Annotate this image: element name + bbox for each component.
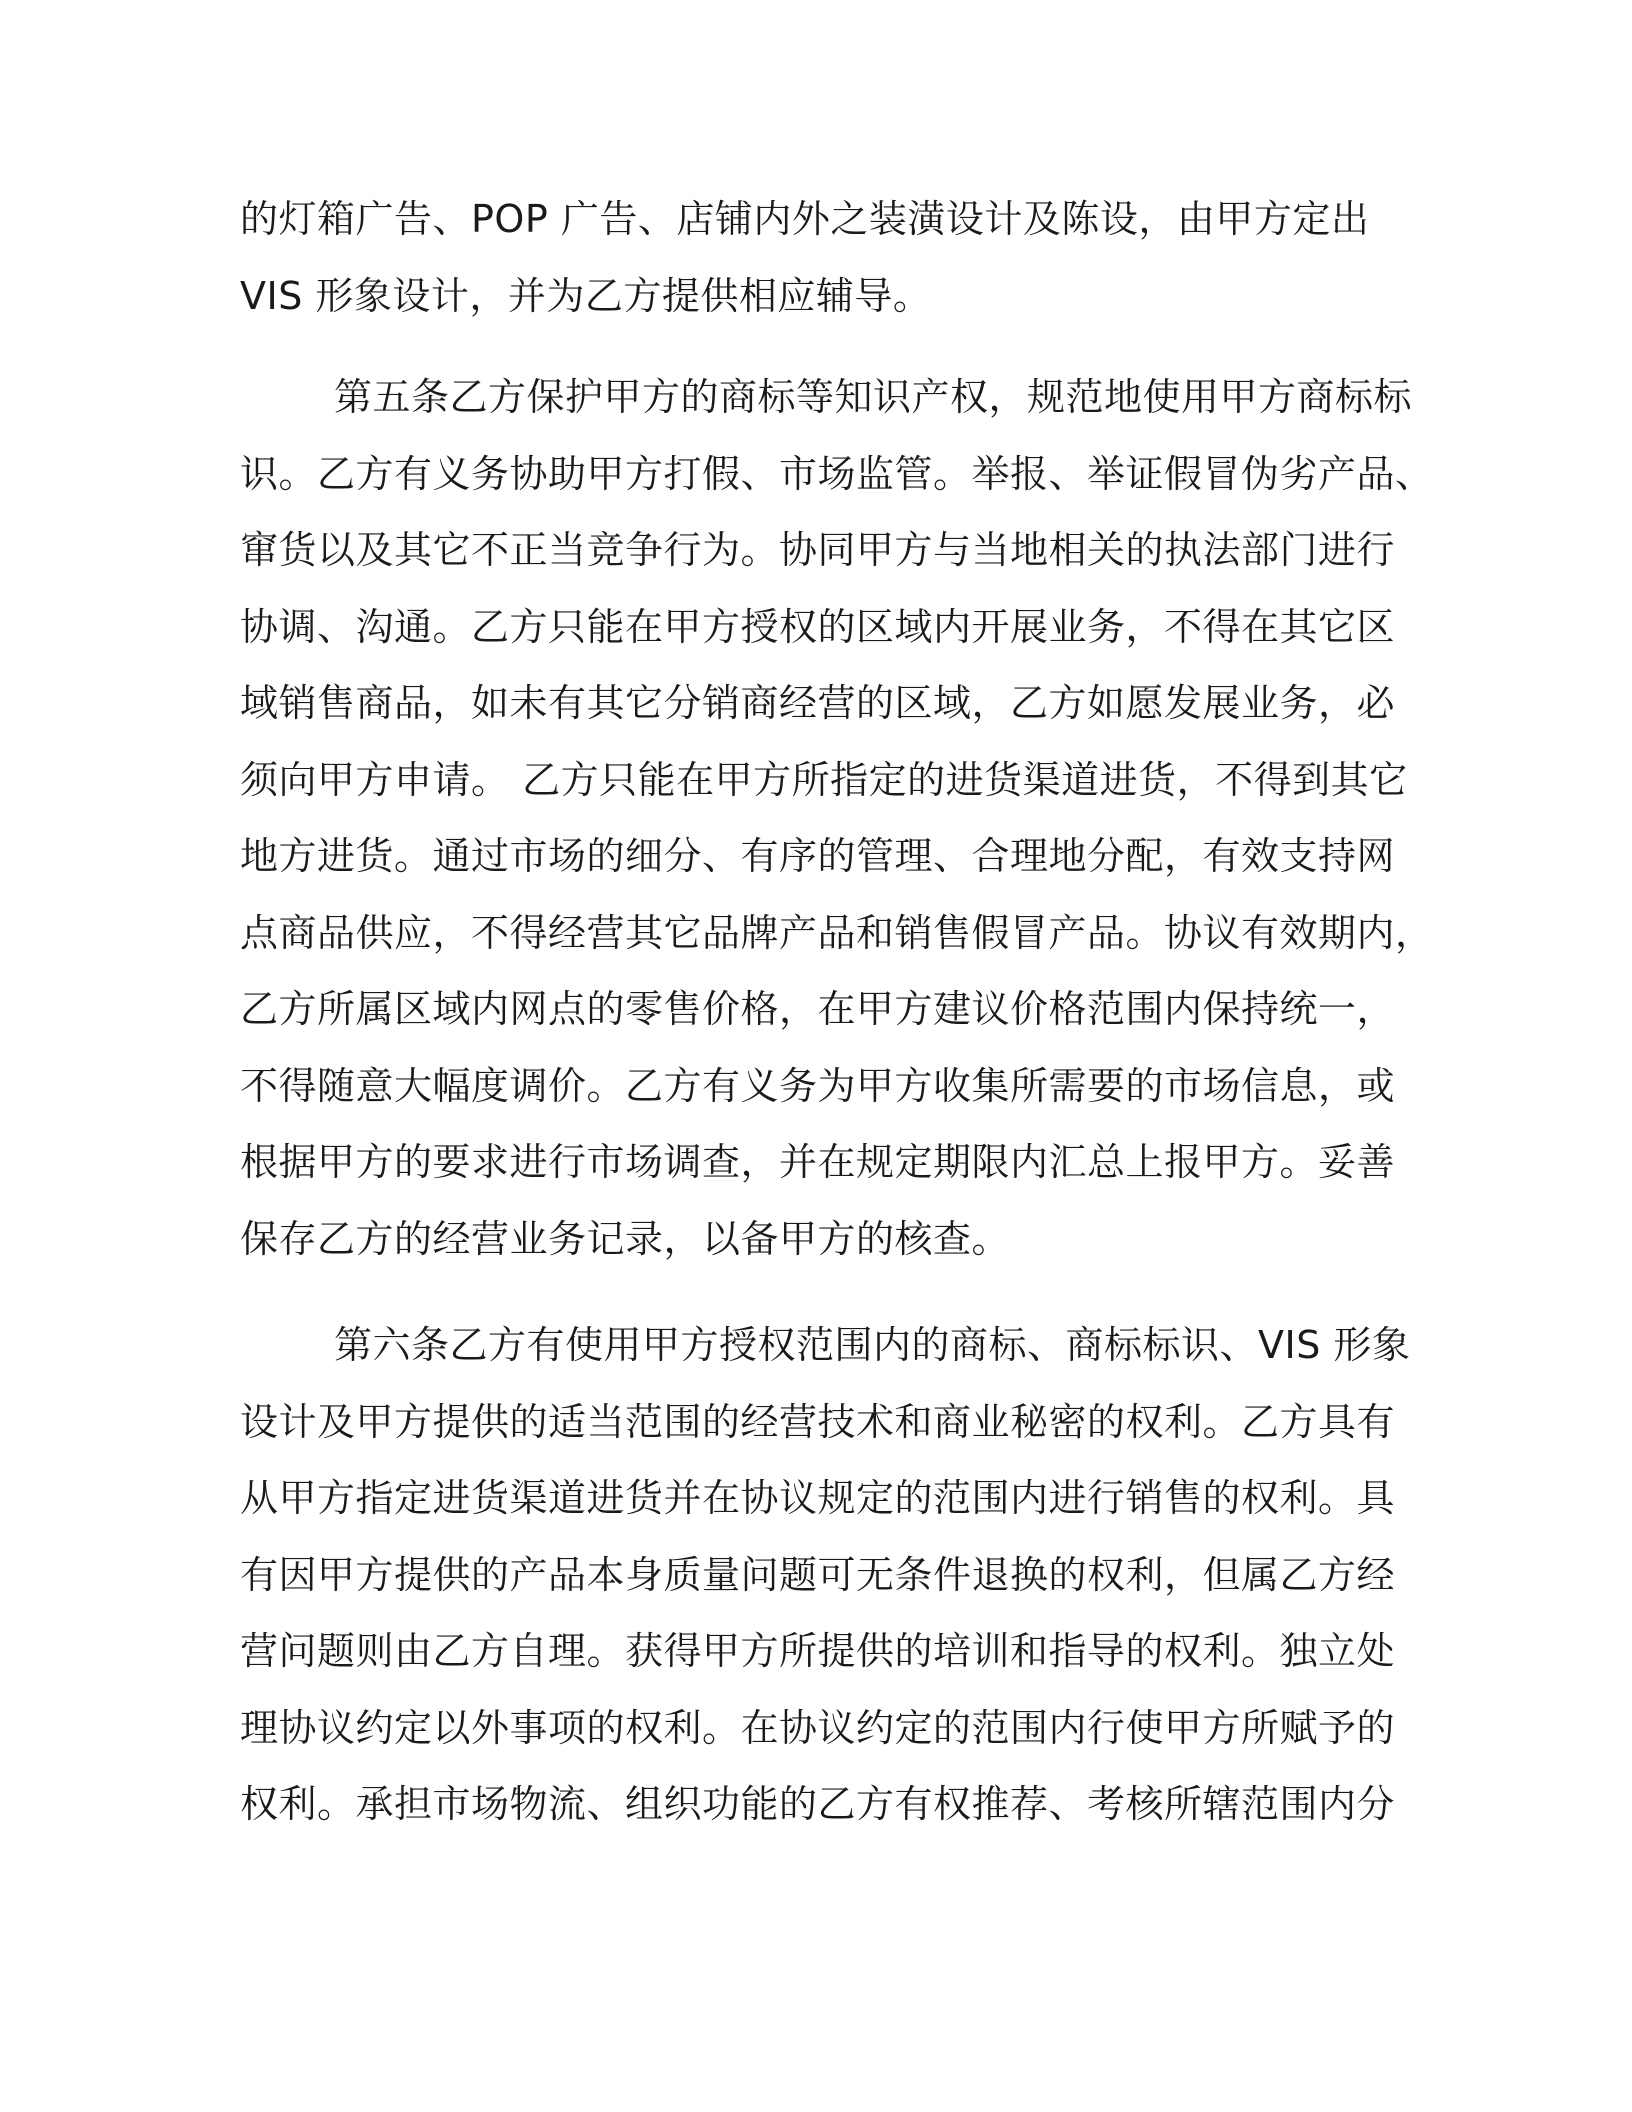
text-line: 第五条乙方保护甲方的商标等知识产权，规范地使用甲方商标标: [334, 375, 1413, 419]
text-line: 理协议约定以外事项的权利。在协议约定的范围内行使甲方所赋予的: [240, 1705, 1396, 1750]
text-line: 不得随意大幅度调价。乙方有义务为甲方收集所需要的市场信息，或: [240, 1063, 1396, 1108]
text-line: 营问题则由乙方自理。获得甲方所提供的培训和指导的权利。独立处: [240, 1629, 1396, 1673]
paragraph-continuation: [240, 181, 1385, 334]
paragraph-article-6: [240, 1307, 1411, 1843]
text-line: VIS 形象设计，并为乙方提供相应辅导。: [240, 273, 932, 318]
text-line: 乙方所属区域内网点的零售价格，在甲方建议价格范围内保持统一，: [240, 987, 1396, 1031]
text-line: 根据甲方的要求进行市场调查，并在规定期限内汇总上报甲方。妥善: [240, 1140, 1396, 1184]
paragraph-article-5: [240, 359, 1434, 1277]
text-line: 点商品供应，不得经营其它品牌产品和销售假冒产品。协议有效期内，: [240, 910, 1434, 955]
text-line: 窜货以及其它不正当竞争行为。协同甲方与当地相关的执法部门进行: [240, 528, 1396, 572]
text-line: 的灯箱广告、POP 广告、店铺内外之装潢设计及陈设，由甲方定出: [240, 197, 1370, 241]
text-line: 有因甲方提供的产品本身质量问题可无条件退换的权利，但属乙方经: [240, 1552, 1396, 1597]
text-line: 协调、沟通。乙方只能在甲方授权的区域内开展业务，不得在其它区: [240, 604, 1396, 649]
text-line: 权利。承担市场物流、组织功能的乙方有权推荐、考核所辖范围内分: [240, 1782, 1396, 1826]
text-line: 设计及甲方提供的适当范围的经营技术和商业秘密的权利。乙方具有: [240, 1399, 1396, 1444]
text-line: 第六条乙方有使用甲方授权范围内的商标、商标标识、VIS 形象: [334, 1323, 1411, 1367]
text-line: 识。乙方有义务协助甲方打假、市场监管。举报、举证假冒伪劣产品、: [240, 451, 1434, 496]
text-line: 须向甲方申请。 乙方只能在甲方所指定的进货渠道进货，不得到其它: [240, 757, 1408, 802]
text-line: 地方进货。通过市场的细分、有序的管理、合理地分配，有效支持网: [240, 834, 1396, 878]
text-line: 保存乙方的经营业务记录，以备甲方的核查。: [240, 1216, 1011, 1261]
text-line: 域销售商品，如未有其它分销商经营的区域，乙方如愿发展业务，必: [240, 681, 1396, 725]
text-line: 从甲方指定进货渠道进货并在协议规定的范围内进行销售的权利。具: [240, 1476, 1396, 1520]
